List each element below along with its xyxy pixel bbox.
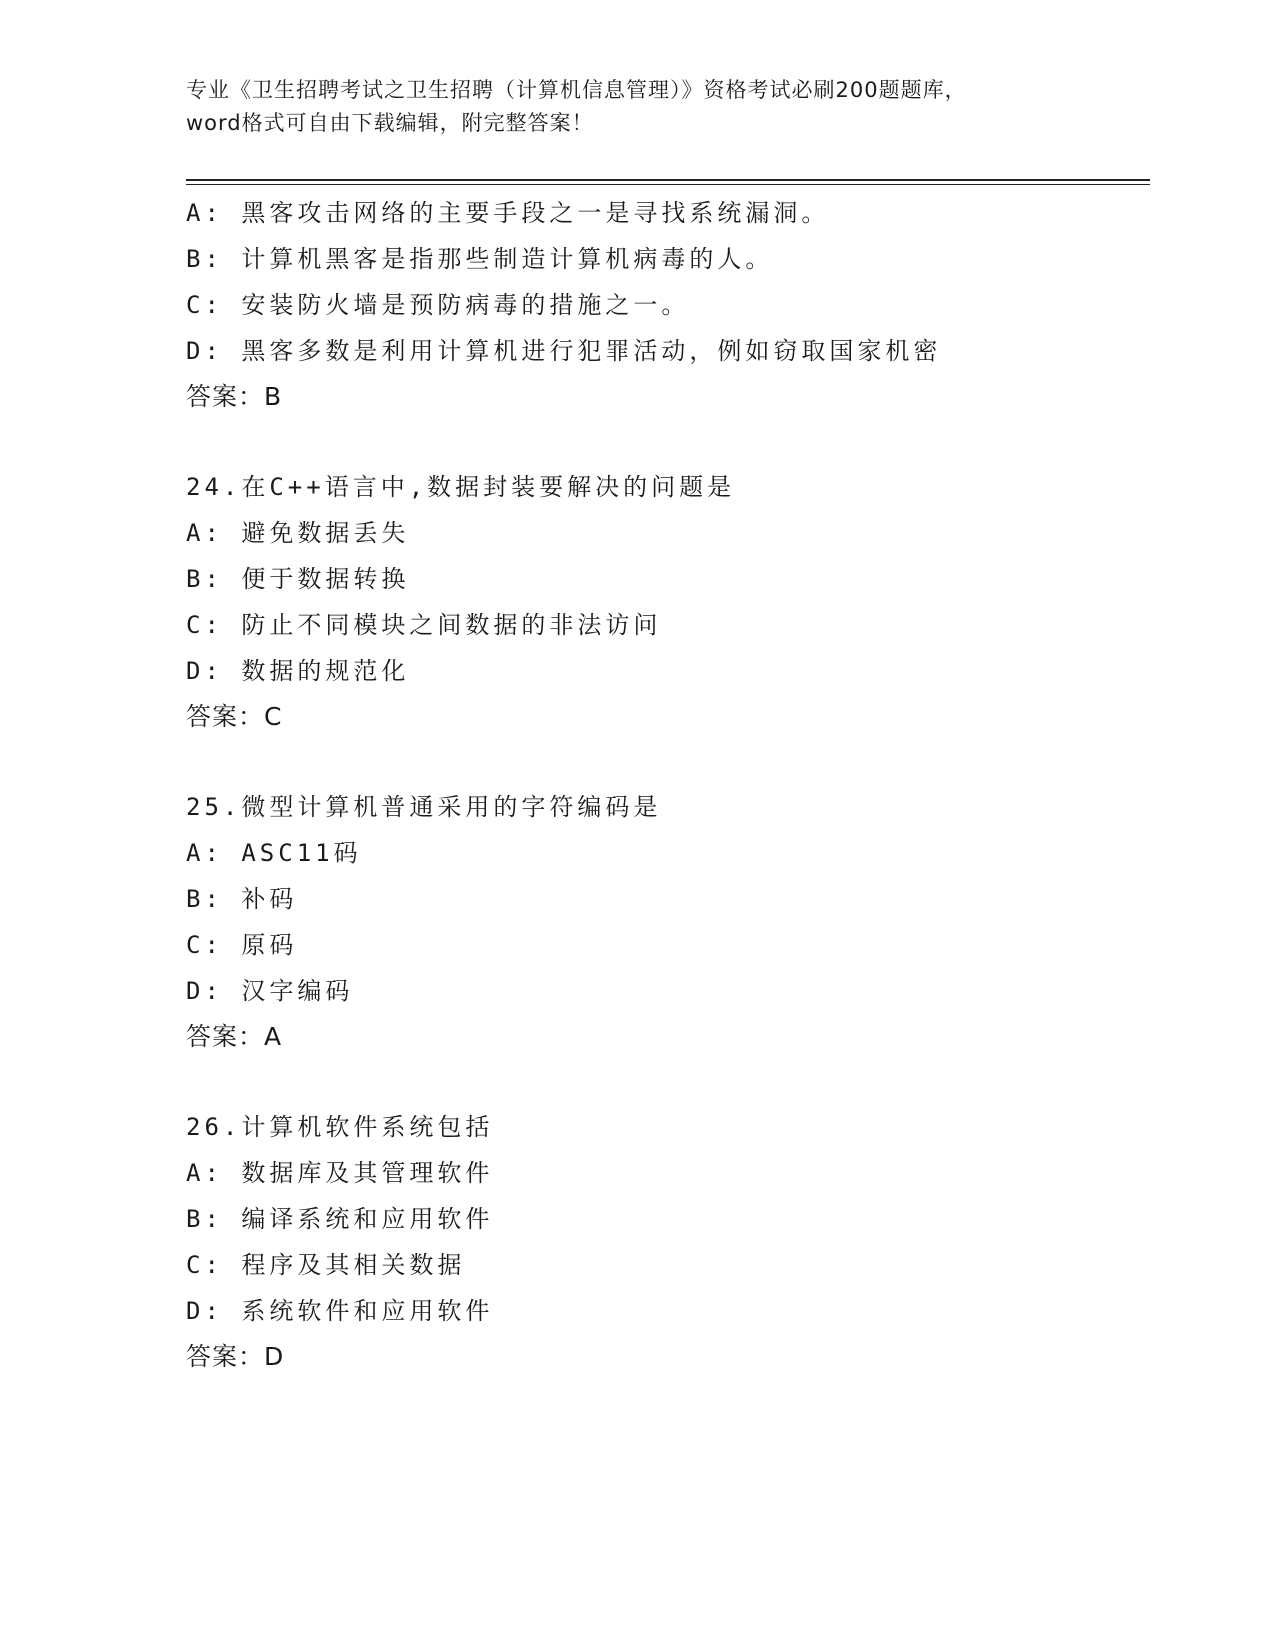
header-divider-thick bbox=[186, 179, 1150, 181]
header-divider-thin bbox=[186, 184, 1150, 185]
q24-option-d: D: 数据的规范化 bbox=[186, 657, 410, 685]
q23-answer: 答案：B bbox=[186, 382, 283, 411]
q23-option-d: D: 黑客多数是利用计算机进行犯罪活动，例如窃取国家机密 bbox=[186, 337, 942, 365]
q23-option-b: B: 计算机黑客是指那些制造计算机病毒的人。 bbox=[186, 245, 774, 273]
q24-option-b: B: 便于数据转换 bbox=[186, 565, 410, 593]
q25-option-a: A: ASC11码 bbox=[186, 839, 362, 867]
q26-question-text: 26.计算机软件系统包括 bbox=[186, 1113, 494, 1141]
q25-question-text: 25.微型计算机普通采用的字符编码是 bbox=[186, 793, 662, 821]
q24-option-c: C: 防止不同模块之间数据的非法访问 bbox=[186, 611, 662, 639]
q25-option-b: B: 补码 bbox=[186, 885, 298, 913]
q25-option-c: C: 原码 bbox=[186, 931, 298, 959]
spacer bbox=[186, 420, 1146, 464]
q24-question-text: 24.在C++语言中,数据封装要解决的问题是 bbox=[186, 473, 736, 501]
q26-option-b: B: 编译系统和应用软件 bbox=[186, 1205, 494, 1233]
q24-answer: 答案：C bbox=[186, 702, 283, 731]
question-24 bbox=[186, 464, 1146, 740]
spacer bbox=[186, 1060, 1146, 1104]
q26-answer: 答案：D bbox=[186, 1342, 285, 1371]
header-title-line-1: 专业《卫生招聘考试之卫生招聘（计算机信息管理）》资格考试必刷200题题库， bbox=[186, 78, 967, 102]
question-25 bbox=[186, 784, 1146, 1060]
q26-option-d: D: 系统软件和应用软件 bbox=[186, 1297, 494, 1325]
header-title-line-2: word格式可自由下载编辑，附完整答案！ bbox=[186, 111, 594, 135]
q23-option-a: A: 黑客攻击网络的主要手段之一是寻找系统漏洞。 bbox=[186, 199, 830, 227]
document-header bbox=[186, 74, 1146, 140]
question-23 bbox=[186, 190, 1146, 420]
spacer bbox=[186, 740, 1146, 784]
q25-option-d: D: 汉字编码 bbox=[186, 977, 354, 1005]
question-26 bbox=[186, 1104, 1146, 1380]
q25-answer: 答案：A bbox=[186, 1022, 283, 1051]
q24-option-a: A: 避免数据丢失 bbox=[186, 519, 410, 547]
question-list bbox=[186, 190, 1146, 1380]
q23-option-c: C: 安装防火墙是预防病毒的措施之一。 bbox=[186, 291, 690, 319]
q26-option-a: A: 数据库及其管理软件 bbox=[186, 1159, 494, 1187]
q26-option-c: C: 程序及其相关数据 bbox=[186, 1251, 466, 1279]
